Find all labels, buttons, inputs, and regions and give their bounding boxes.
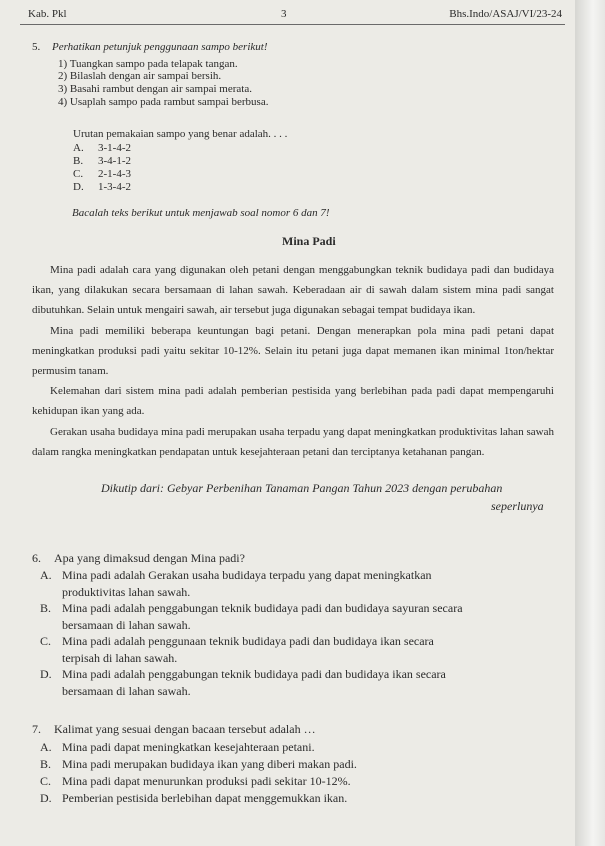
- option-letter: C.: [40, 634, 52, 648]
- option-text: Mina padi dapat meningkatkan kesejahteraan petani.: [62, 740, 315, 754]
- option-text: Mina padi adalah Gerakan usaha budidaya terpadu yang dapat meningkatkan: [62, 568, 432, 582]
- q5-option-text[interactable]: 3-1-4-2: [98, 142, 131, 154]
- option-text: Mina padi dapat menurunkan produksi padi sekitar 10-12%.: [62, 774, 351, 788]
- option-text-cont: terpisah di lahan sawah.: [62, 650, 178, 665]
- option-letter: D.: [40, 791, 52, 805]
- q7-question: Kalimat yang sesuai dengan bacaan tersebut adalah …: [54, 722, 316, 736]
- q5-option-text[interactable]: 3-4-1-2: [98, 155, 131, 167]
- article-paragraph: Mina padi adalah cara yang digunakan oleh petani dengan menggabungkan teknik budidaya padi dan budidaya ikan, yang dilakukan secara bersamaan di lahan sawah. Keberadaan air di sawah dalam sistem mina padi sangat dibutuhkan. Selain untuk mengairi sawah, air tersebut juga digunakan sebagai tempat budidaya ikan.: [32, 264, 554, 317]
- document-code: Bhs.Indo/ASAJ/VI/23-24: [449, 8, 562, 20]
- q6-option[interactable]: [40, 633, 570, 666]
- option-letter: C.: [40, 774, 52, 788]
- q5-option-text[interactable]: 1-3-4-2: [98, 181, 131, 193]
- article-source: Dikutip dari: Gebyar Perbenihan Tanaman Pangan Tahun 2023 dengan perubahan: [101, 481, 503, 495]
- option-text-cont: bersamaan di lahan sawah.: [62, 683, 191, 698]
- q7-option[interactable]: [40, 790, 570, 807]
- q5-option-letter[interactable]: C.: [73, 168, 84, 180]
- q7-number: 7.: [32, 722, 41, 736]
- option-text: Mina padi merupakan budidaya ikan yang diberi makan padi.: [62, 757, 357, 771]
- q5-option-letter[interactable]: B.: [73, 155, 84, 167]
- q5-option-letter[interactable]: A.: [73, 142, 84, 154]
- q7-option[interactable]: [40, 756, 570, 773]
- q5-prompt: Perhatikan petunjuk penggunaan sampo berikut!: [52, 41, 268, 53]
- option-text: Mina padi adalah penggabungan teknik budidaya padi dan budidaya sayuran secara: [62, 601, 463, 615]
- header-region: Kab. Pkl: [28, 8, 67, 20]
- option-letter: A.: [40, 740, 52, 754]
- option-letter: D.: [40, 667, 52, 681]
- option-text-cont: bersamaan di lahan sawah.: [62, 617, 191, 632]
- q5-question: Urutan pemakaian sampo yang benar adalah. . . .: [73, 128, 288, 140]
- q6-option[interactable]: [40, 666, 570, 699]
- q6-question: Apa yang dimaksud dengan Mina padi?: [54, 551, 245, 565]
- article-body: [32, 260, 554, 462]
- article-source-cont: seperlunya: [491, 499, 544, 513]
- article-paragraph: Kelemahan dari sistem mina padi adalah pemberian pestisida yang berlebihan pada padi dapat mempengaruhi kehidupan ikan yang ada.: [32, 385, 554, 418]
- article-title: Mina Padi: [282, 234, 336, 248]
- option-text-cont: produktivitas lahan sawah.: [62, 584, 191, 599]
- article-paragraph: Mina padi memiliki beberapa keuntungan bagi petani. Dengan menerapkan pola mina padi petani dapat meningkatkan produksi padi yaitu sekitar 10-12%. Selain itu petani juga dapat memanen ikan minimal 1ton/hektar permusim tanam.: [32, 324, 554, 378]
- q7-option[interactable]: [40, 739, 570, 756]
- q5-option-letter[interactable]: D.: [73, 181, 84, 193]
- option-letter: A.: [40, 568, 52, 582]
- q7-option[interactable]: [40, 773, 570, 790]
- q5-step: 3) Basahi rambut dengan air sampai merata.: [58, 83, 252, 95]
- option-letter: B.: [40, 601, 52, 615]
- q5-step: 2) Bilaslah dengan air sampai bersih.: [58, 70, 222, 82]
- q6-number: 6.: [32, 551, 41, 565]
- reading-instruction: Bacalah teks berikut untuk menjawab soal nomor 6 dan 7!: [72, 207, 330, 219]
- option-text: Pemberian pestisida berlebihan dapat menggemukkan ikan.: [62, 791, 348, 805]
- q6-option[interactable]: [40, 567, 570, 600]
- q6-option[interactable]: [40, 600, 570, 633]
- page-number: 3: [281, 8, 287, 20]
- header-rule: [20, 24, 565, 25]
- q5-option-text[interactable]: 2-1-4-3: [98, 168, 131, 180]
- q5-number: 5.: [32, 41, 41, 53]
- option-letter: B.: [40, 757, 52, 771]
- page-edge: [575, 0, 605, 846]
- q5-step: 1) Tuangkan sampo pada telapak tangan.: [58, 58, 238, 70]
- option-text: Mina padi adalah penggunaan teknik budidaya padi dan budidaya ikan secara: [62, 634, 434, 648]
- article-paragraph: Gerakan usaha budidaya mina padi merupakan usaha terpadu yang dapat meningkatkan produktivitas lahan sawah dalam rangka meningkatkan pendapatan untuk kesejahteraan petani dan terciptanya ketahanan pangan.: [32, 425, 554, 458]
- option-text: Mina padi adalah penggabungan teknik budidaya padi dan budidaya ikan secara: [62, 667, 446, 681]
- q5-step: 4) Usaplah sampo pada rambut sampai berbusa.: [58, 96, 269, 108]
